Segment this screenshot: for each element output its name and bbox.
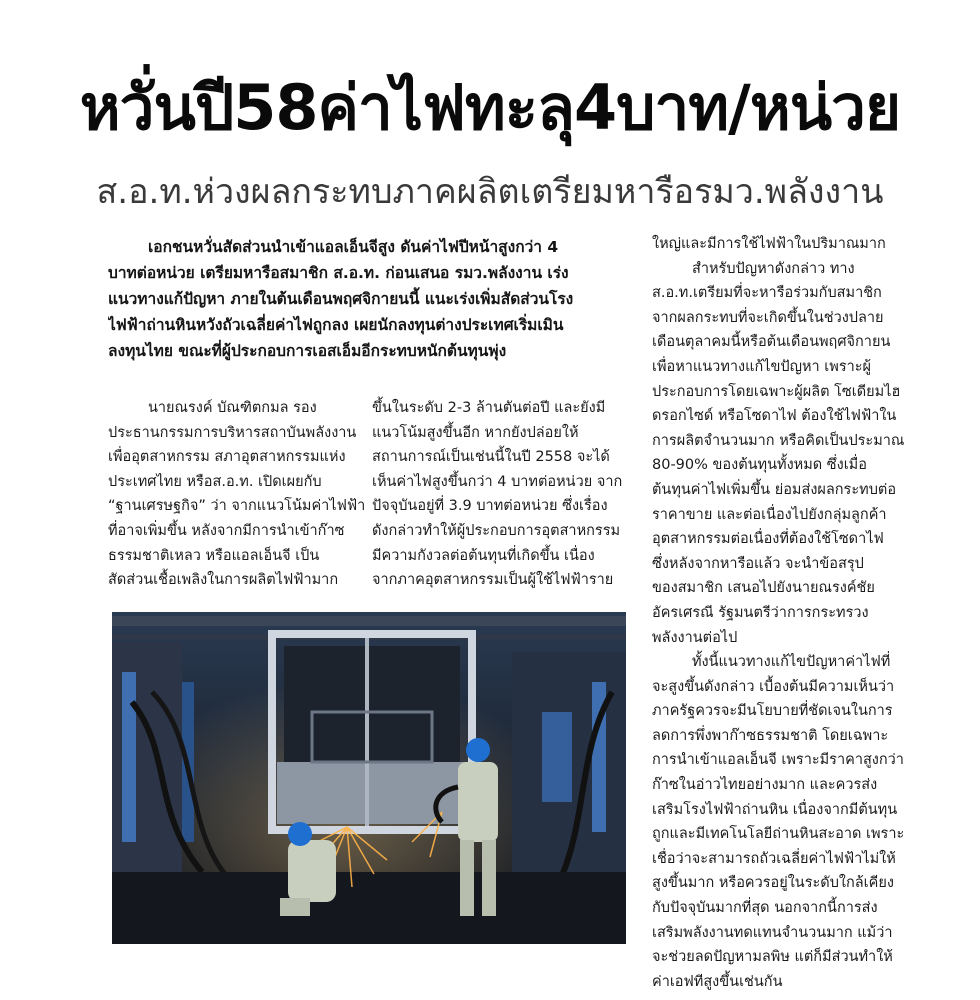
lead-line: ลงทุนไทย ขณะที่ผู้ประกอบการเอสเอ็มอีกระทบหนักต้นทุนพุ่ง — [108, 342, 507, 360]
article-column-2 — [372, 396, 627, 593]
body-line: ใหญ่และมีการใช้ไฟฟ้าในปริมาณมาก — [652, 236, 886, 252]
body-line: ค่าเอฟทีสูงขึ้นเช่นกัน — [652, 973, 783, 990]
body-line: พลังงานต่อไป — [652, 629, 738, 646]
factory-photo — [112, 612, 626, 944]
body-line: มีความกังวลต่อต้นทุนที่เกิดขึ้น เนื่อง — [372, 547, 595, 564]
body-line: ส.อ.ท.เตรียมที่จะหารือร่วมกับสมาชิก — [652, 285, 882, 302]
article-column-3 — [652, 232, 910, 994]
body-line: อุตสาหกรรมต่อเนื่องที่ต้องใช้โซดาไฟ — [652, 531, 884, 548]
body-line: ประเทศไทย หรือส.อ.ท. เปิดเผยกับ — [108, 473, 322, 490]
body-line: ต้นทุนค่าไฟเพิ่มขึ้น ย่อมส่งผลกระทบต่อ — [652, 481, 897, 498]
body-line: 80-90% ของต้นทุนทั้งหมด ซึ่งเมื่อ — [652, 457, 867, 474]
body-line: นายณรงค์ บัณฑิตกมล รอง — [148, 400, 317, 416]
body-line: เห็นค่าไฟสูงขึ้นกว่า 4 บาทต่อหน่วย จาก — [372, 473, 623, 490]
body-line: ซึ่งหลังจากหารือแล้ว จะนำข้อสรุป — [652, 555, 864, 572]
body-line: จะสูงขึ้นดังกล่าว เบื้องต้นมีความเห็นว่า — [652, 678, 895, 695]
factory-photo-illustration — [112, 612, 626, 944]
body-line: ขึ้นในระดับ 2-3 ล้านตันต่อปี และยังมี — [372, 400, 606, 416]
headline: หวั่นปี58ค่าไฟทะลุ4บาท/หน่วย — [79, 71, 901, 144]
body-line: การนำเข้าแอลเอ็นจี เพราะมีราคาสูงกว่า — [652, 752, 904, 769]
body-line: ประธานกรรมการบริหารสถาบันพลังงาน — [108, 424, 357, 441]
body-line: เสริมพลังงานทดแทนจำนวนมาก แม้ว่า — [652, 924, 893, 941]
body-line: ภาครัฐควรจะมีนโยบายที่ชัดเจนในการ — [652, 703, 893, 720]
body-line: ของสมาชิก เสนอไปยังนายณรงค์ชัย — [652, 580, 875, 597]
body-line: แนวโน้มสูงขึ้นอีก หากยังปล่อยให้ — [372, 424, 579, 441]
body-line: ประกอบการโดยเฉพาะผู้ผลิต โซเดียมไฮ — [652, 383, 901, 400]
body-line: สำหรับปัญหาดังกล่าว ทาง — [692, 260, 855, 277]
subheadline: ส.อ.ท.ห่วงผลกระทบภาคผลิตเตรียมหารือรมว.พลังงาน — [96, 172, 884, 212]
lead-paragraph — [108, 234, 628, 364]
body-line: สูงขึ้นมาก หรือควรอยู่ในระดับใกล้เคียง — [652, 875, 894, 892]
body-line: ดรอกไซด์ หรือโซดาไฟ ต้องใช้ไฟฟ้าใน — [652, 408, 897, 425]
lead-line: ไฟฟ้าถ่านหินหวังถัวเฉลี่ยค่าไฟถูกลง เผยนักลงทุนต่างประเทศเริ่มเมิน — [108, 316, 564, 334]
body-line: ถูกและมีเทคโนโลยีถ่านหินสะอาด เพราะ — [652, 826, 905, 843]
body-line: เพื่ออุตสาหกรรม สภาอุตสาหกรรมแห่ง — [108, 449, 346, 466]
body-line: กับปัจจุบันมากที่สุด นอกจากนี้การส่ง — [652, 900, 878, 917]
body-line: สัดส่วนเชื้อเพลิงในการผลิตไฟฟ้ามาก — [108, 572, 339, 589]
body-line: ทั้งนี้แนวทางแก้ไขปัญหาค่าไฟที่ — [692, 654, 891, 671]
body-line: เพื่อหาแนวทางแก้ไขปัญหา เพราะผู้ — [652, 358, 872, 375]
body-line: สถานการณ์เป็นเช่นนี้ในปี 2558 จะได้ — [372, 449, 610, 466]
body-line: จากภาคอุตสาหกรรมเป็นผู้ใช้ไฟฟ้าราย — [372, 572, 614, 589]
body-line: ราคาขาย และต่อเนื่องไปยังกลุ่มลูกค้า — [652, 506, 887, 523]
body-line: เชื่อว่าจะสามารถถัวเฉลี่ยค่าไฟฟ้าไม่ให้ — [652, 850, 896, 867]
body-line: ลดการพึ่งพาก๊าซธรรมชาติ โดยเฉพาะ — [652, 727, 889, 744]
lead-line: บาทต่อหน่วย เตรียมหารือสมาชิก ส.อ.ท. ก่อนเสนอ รมว.พลังงาน เร่ง — [108, 264, 569, 282]
body-line: ที่อาจเพิ่มขึ้น หลังจากมีการนำเข้าก๊าซ — [108, 522, 345, 539]
body-line: จากผลกระทบที่จะเกิดขึ้นในช่วงปลาย — [652, 309, 884, 326]
body-line: ก๊าซในอ่าวไทยอย่างมาก และควรส่ง — [652, 777, 878, 794]
lead-line: แนวทางแก้ปัญหา ภายในต้นเดือนพฤศจิกายนนี้ แนะเร่งเพิ่มสัดส่วนโรง — [108, 290, 574, 308]
body-line: อัครเศรณี รัฐมนตรีว่าการกระทรวง — [652, 604, 869, 621]
body-line: ดังกล่าวทำให้ผู้ประกอบการอุตสาหกรรม — [372, 522, 621, 539]
body-line: จะช่วยลดปัญหามลพิษ แต่ก็มีส่วนทำให้ — [652, 949, 893, 966]
body-line: ปัจจุบันอยู่ที่ 3.9 บาทต่อหน่วย ซึ่งเรื่อง — [372, 498, 608, 515]
lead-line: เอกชนหวั่นสัดส่วนนำเข้าแอลเอ็นจีสูง ดันค่าไฟปีหน้าสูงกว่า 4 — [148, 238, 559, 256]
body-line: “ฐานเศรษฐกิจ” ว่า จากแนวโน้มค่าไฟฟ้า — [108, 498, 366, 515]
article-column-1 — [108, 396, 370, 593]
body-line: เสริมโรงไฟฟ้าถ่านหิน เนื่องจากมีต้นทุน — [652, 801, 898, 818]
body-line: การผลิตจำนวนมาก หรือคิดเป็นประมาณ — [652, 432, 905, 449]
body-line: เดือนตุลาคมนี้หรือต้นเดือนพฤศจิกายน — [652, 334, 891, 351]
body-line: ธรรมชาติเหลว หรือแอลเอ็นจี เป็น — [108, 547, 320, 564]
